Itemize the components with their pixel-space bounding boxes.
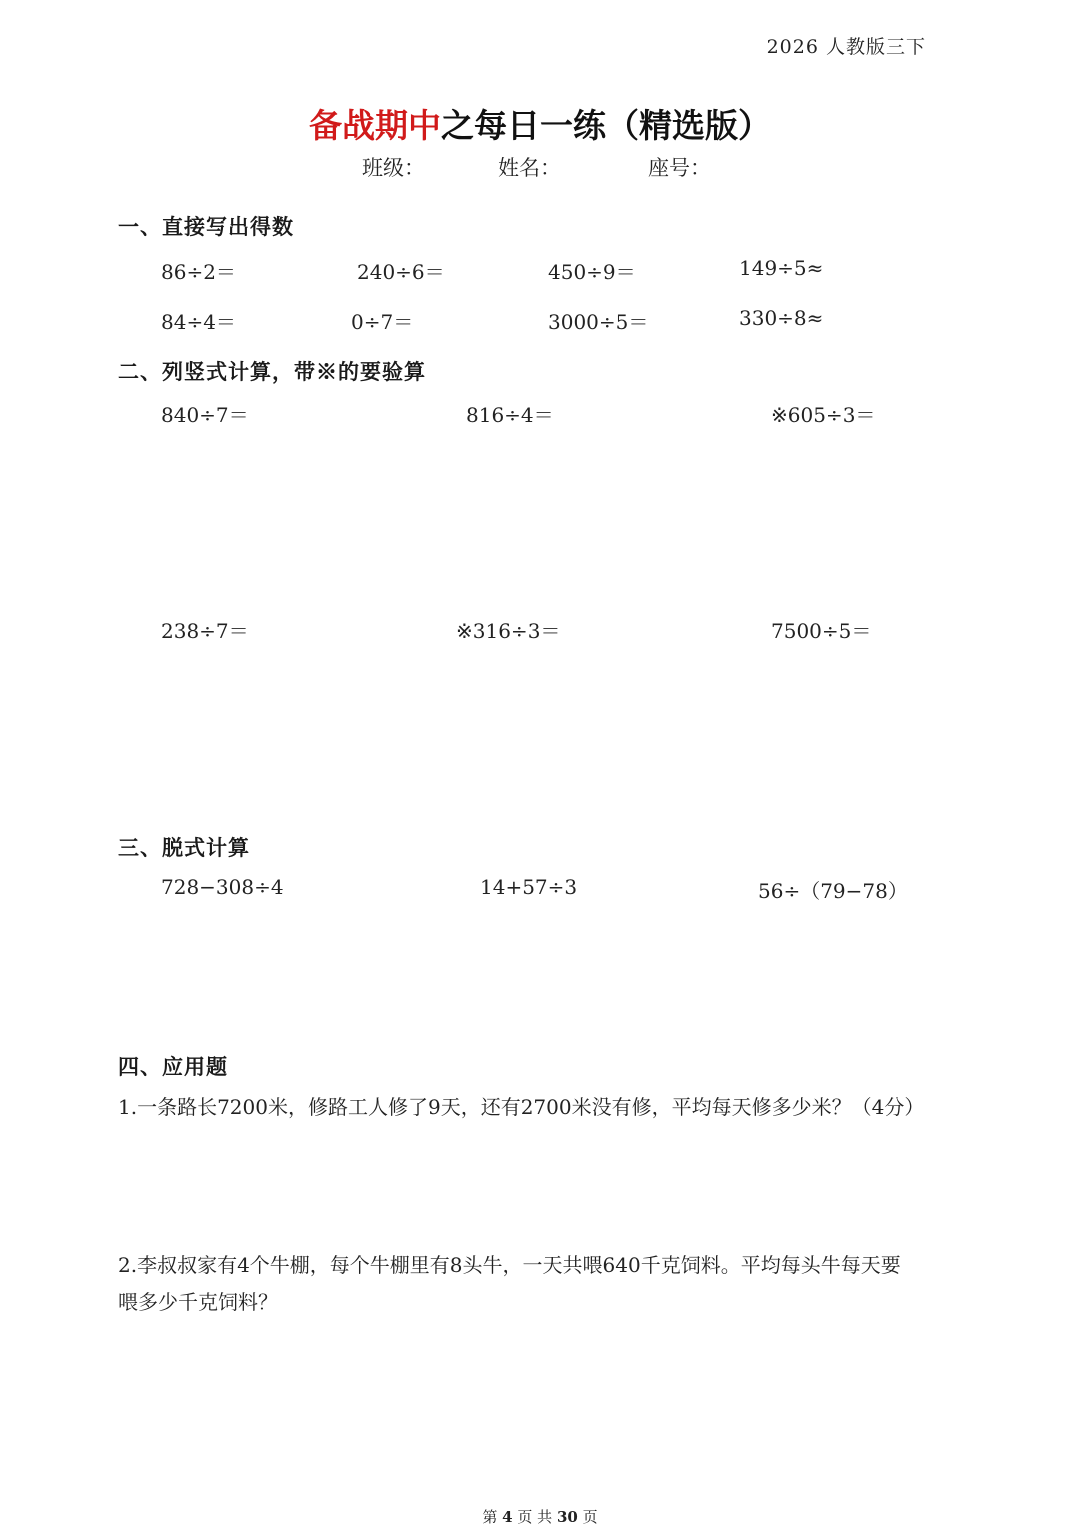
page-title [0,100,1080,147]
oral-problem: 86÷2＝ [161,260,236,284]
title-rest: 之每日一练（精选版） [441,106,771,145]
footer-total-pages: 30 [556,1508,578,1526]
stepwise-problem: 14+57÷3 [480,875,578,899]
vertical-problem: 7500÷5＝ [771,619,872,643]
footer-suffix: 页 [582,1508,598,1526]
oral-problem: 149÷5≈ [739,256,824,280]
edition-label: 2026 人教版三下 [766,36,926,58]
oral-problem: 84÷4＝ [161,310,236,334]
title-highlight: 备战期中 [309,106,441,145]
name-field-label: 姓名： [498,156,561,180]
oral-problem: 0÷7＝ [351,310,414,334]
word-problem-2-line-1: 2.李叔叔家有4个牛棚，每个牛棚里有8头牛，一天共喂640千克饲料。平均每头牛每天要 [118,1253,901,1277]
class-field-label: 班级： [362,156,425,180]
vertical-problem: ※316÷3＝ [456,619,561,643]
seat-field-label: 座号： [648,156,711,180]
section-4-heading: 四、应用题 [118,1054,228,1079]
vertical-problem: ※605÷3＝ [771,403,876,427]
footer-page-number: 4 [502,1508,513,1526]
oral-problem: 330÷8≈ [739,306,824,330]
section-3-heading: 三、脱式计算 [118,835,250,860]
oral-problem: 3000÷5＝ [548,310,649,334]
footer-prefix: 第 [482,1508,498,1526]
footer-middle: 页 共 [517,1508,553,1526]
vertical-problem: 840÷7＝ [161,403,249,427]
stepwise-problem: 56÷（79−78） [758,879,908,903]
section-1-heading: 一、直接写出得数 [118,214,294,239]
vertical-problem: 816÷4＝ [466,403,554,427]
vertical-problem: 238÷7＝ [161,619,249,643]
oral-problem: 450÷9＝ [548,260,636,284]
oral-problem: 240÷6＝ [357,260,445,284]
stepwise-problem: 728−308÷4 [161,875,284,899]
section-2-heading: 二、列竖式计算，带※的要验算 [118,359,426,384]
word-problem-1: 1.一条路长7200米，修路工人修了9天，还有2700米没有修，平均每天修多少米？（4分） [118,1095,925,1119]
word-problem-2-line-2: 喂多少千克饲料？ [118,1290,278,1314]
page-footer [0,1506,1080,1527]
